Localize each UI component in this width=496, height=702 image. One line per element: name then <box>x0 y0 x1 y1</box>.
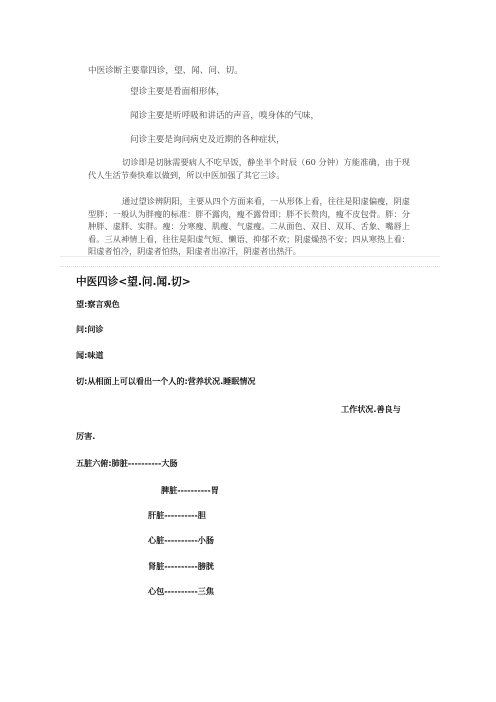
organ-row-kidney: 肾脏----------膀胱 <box>148 561 214 571</box>
organ-row-liver: 肝脏----------胆 <box>148 510 206 520</box>
organ-row-spleen: 脾脏----------胃 <box>161 485 219 495</box>
definition-listening-smelling: 闻诊主要是听呼吸和讲话的声音，嗅身体的气味， <box>130 111 320 121</box>
paragraph-pulse-diagnosis <box>88 156 410 181</box>
item-wen-smell: 闻:味道 <box>76 350 104 360</box>
organ-row-pericardium: 心包----------三焦 <box>148 586 214 596</box>
section-divider-dotted <box>60 266 440 267</box>
paragraph-pulse-text: 切诊即是切脉需要病人不吃早饭，静坐半个时辰（60 分钟）方能准确，由于现代人生活节奏快难以做到，所以中医加强了其它三诊。 <box>88 157 410 180</box>
definition-observation: 望诊主要是看面相形体， <box>130 87 225 97</box>
item-wang: 望:察言观色 <box>76 299 120 309</box>
item-wen-ask: 问:问诊 <box>76 324 104 334</box>
organ-row-heart: 心脏----------小肠 <box>148 535 214 545</box>
definition-inquiry: 问诊主要是询问病史及近期的各种症状， <box>130 135 285 145</box>
section-title: 中医四诊<望.问.闻.切> <box>76 276 191 288</box>
paragraph-observation-yin-yang <box>88 195 410 258</box>
item-qie-line3: 厉害. <box>76 431 96 441</box>
item-qie-line2: 工作状况.善良与 <box>341 404 401 414</box>
paragraph-observation-text: 通过望诊辨阴阳，主要从四个方面来看，一从形体上看，往往是阳虚偏瘦，阴虚型胖；一般认为胖瘦的标准：胖不露肉，瘦不露骨即；胖不长赘肉，瘦不皮包骨。胖：分肿胖、虚胖、实胖。瘦：分寒瘦、肌瘦、气虚瘦。二从面色、双目、双耳、舌象、嘴唇上看。三从神情上看，往往是阳虚气短、懒语、抑郁不欢；阴虚燥热不安；四从寒热上看：阳虚者怕冷，阴虚者怕热，阳虚者出凉汗，阴虚者出热汗。 <box>88 196 410 257</box>
organs-lead: 五脏六俯:肺脏----------大肠 <box>76 458 178 468</box>
item-qie-line1: 切:从相面上可以看出一个人的:营养状况.睡眠情况 <box>76 376 256 386</box>
section-divider <box>60 256 440 257</box>
intro-line: 中医诊断主要靠四诊，望、闻、问、切。 <box>88 66 243 76</box>
